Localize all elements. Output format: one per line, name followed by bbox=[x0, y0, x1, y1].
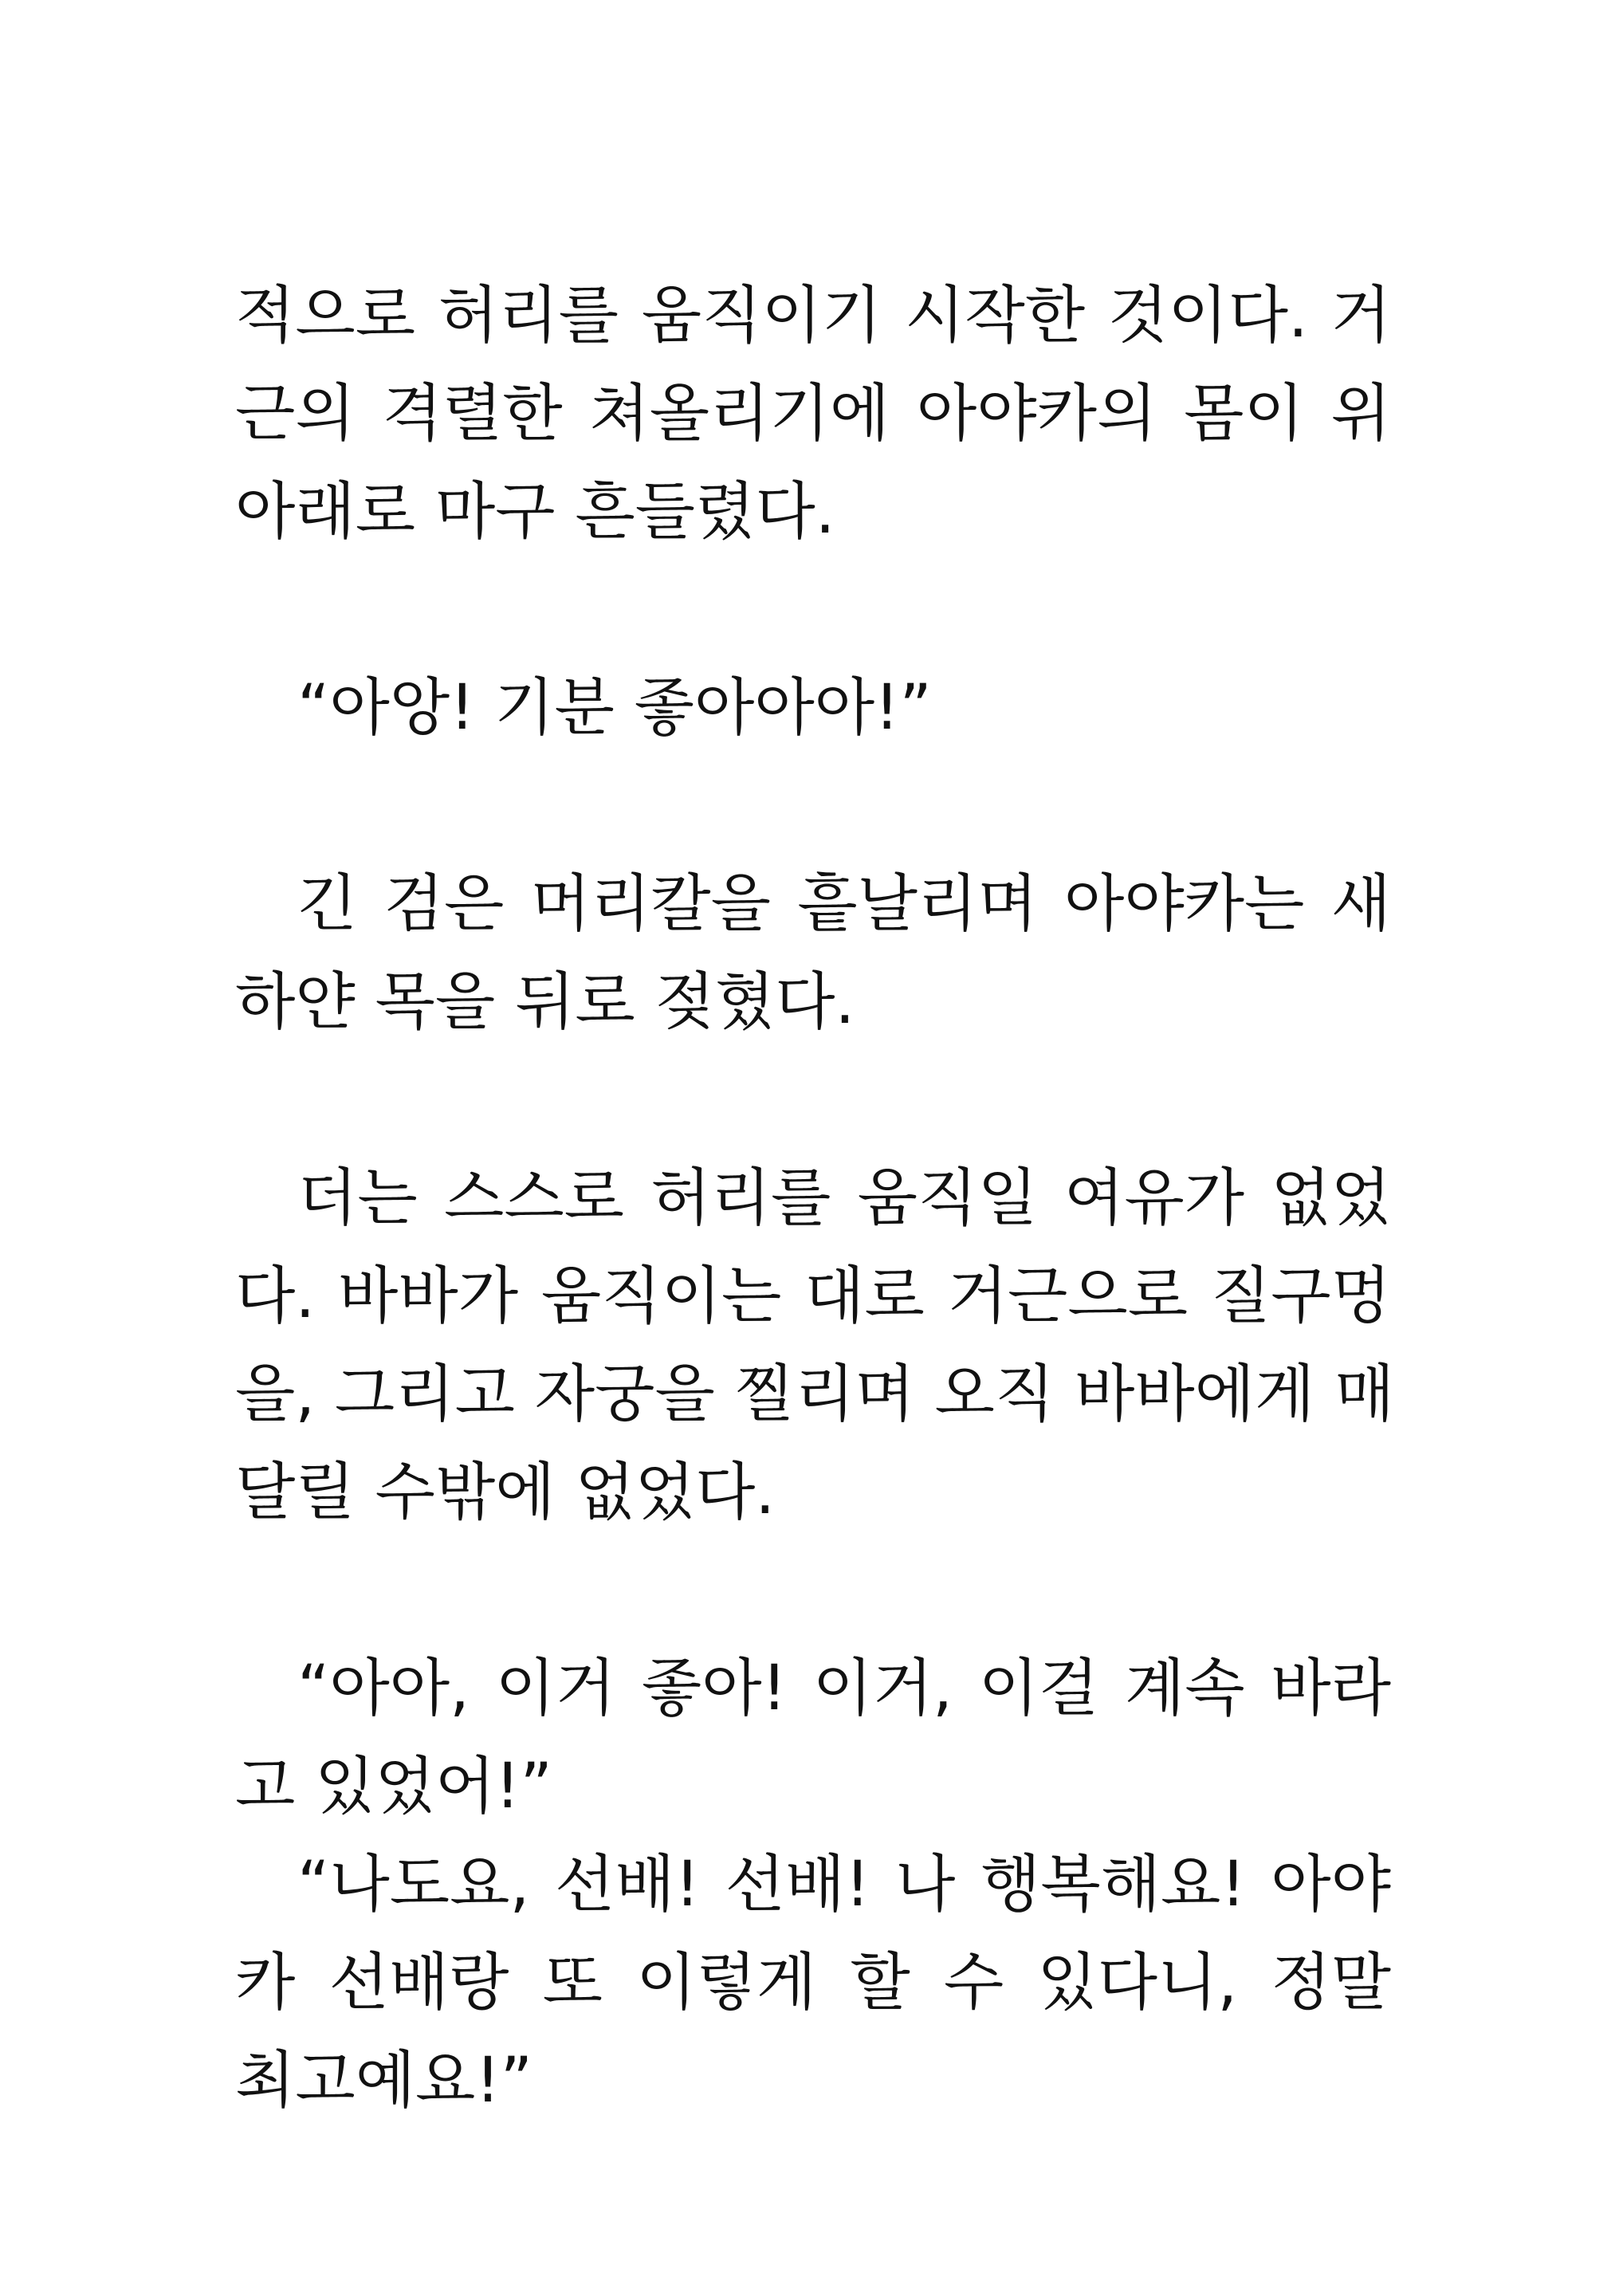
text-line: 하얀 목을 뒤로 젖혔다. bbox=[235, 966, 855, 1038]
text-line: 을, 그리고 자궁을 찔리며 오직 바바에게 매 bbox=[235, 1358, 1395, 1430]
text-line: “아아, 이거 좋아! 이거, 이걸 계속 바라 bbox=[297, 1653, 1391, 1724]
text-line: 근의 격렬한 쳐올리기에 아야카의 몸이 위 bbox=[235, 378, 1391, 450]
paragraph-gap bbox=[235, 1542, 1391, 1640]
body-text bbox=[235, 267, 1395, 2130]
text-line: 다. 바바가 움직이는 대로 거근으로 질구멍 bbox=[235, 1260, 1391, 1332]
paragraph-gap bbox=[235, 561, 1391, 659]
text-line: “나도요, 선배! 선배! 나 행복해요! 아야 bbox=[297, 1849, 1391, 1921]
text-line: 더는 스스로 허리를 움직일 여유가 없었 bbox=[297, 1162, 1391, 1234]
text-line: 긴 검은 머리칼을 흩날리며 아야카는 새 bbox=[297, 868, 1391, 940]
text-line: 고 있었어!” bbox=[235, 1751, 552, 1822]
text-line: 적으로 허리를 움직이기 시작한 것이다. 거 bbox=[235, 280, 1391, 352]
text-line: 달릴 수밖에 없었다. bbox=[235, 1457, 776, 1528]
text-line: 최고예요!” bbox=[235, 2045, 533, 2117]
paragraph-gap bbox=[235, 1052, 1391, 1150]
text-line: “아앙! 기분 좋아아아!” bbox=[297, 672, 932, 744]
text-line: 카 선배랑 또 이렇게 할 수 있다니, 정말 bbox=[235, 1947, 1391, 2019]
text-line: 아래로 마구 흔들렸다. bbox=[235, 476, 835, 548]
paragraph-gap bbox=[235, 757, 1391, 855]
